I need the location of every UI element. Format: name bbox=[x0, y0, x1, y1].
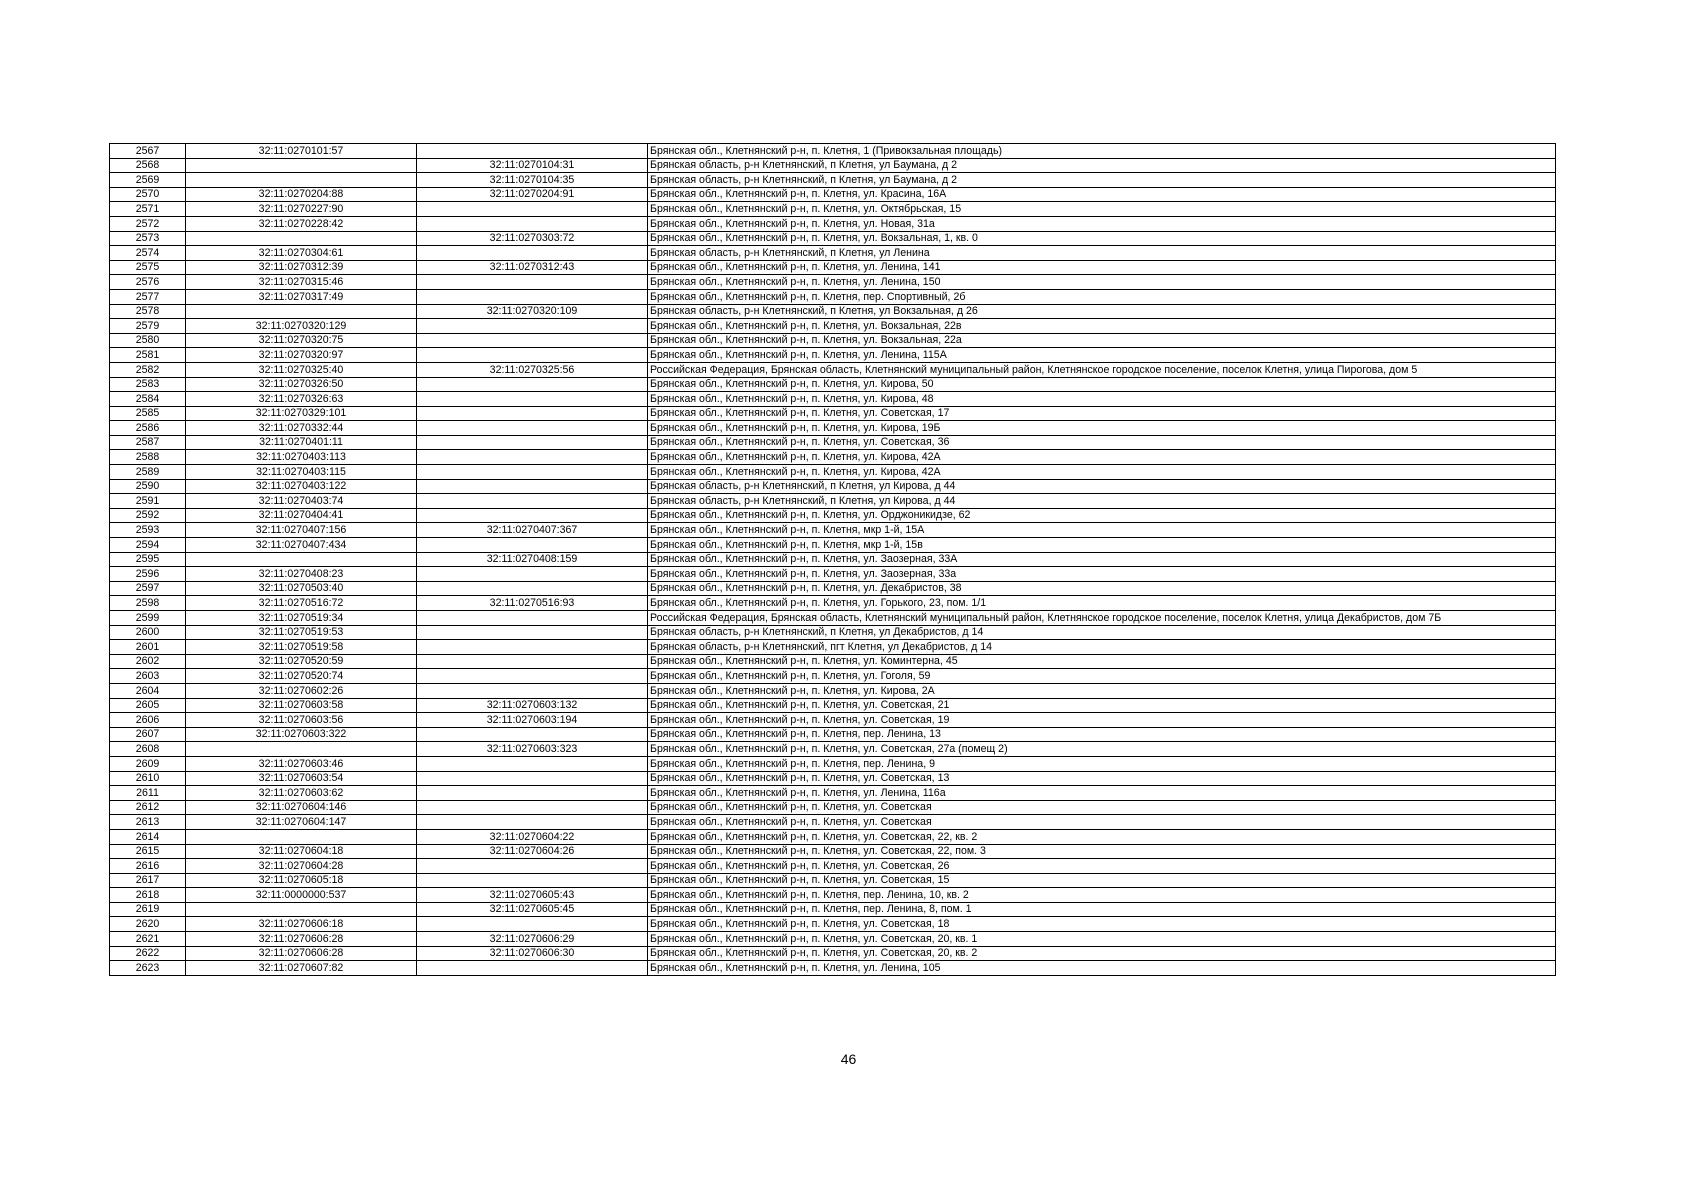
land-cadastral-number-cell: 32:11:0270603:54 bbox=[186, 771, 417, 786]
land-cadastral-number-cell: 32:11:0270320:129 bbox=[186, 319, 417, 334]
land-cadastral-number-cell: 32:11:0270315:46 bbox=[186, 275, 417, 290]
address-cell: Брянская обл., Клетнянский р-н, п. Клетня, пер. Ленина, 13 bbox=[648, 727, 1556, 742]
row-number-cell: 2580 bbox=[110, 333, 186, 348]
address-cell: Брянская обл., Клетнянский р-н, п. Клетня, ул. Орджоникидзе, 62 bbox=[648, 508, 1556, 523]
row-number-cell: 2594 bbox=[110, 538, 186, 553]
land-cadastral-number-cell: 32:11:0270602:26 bbox=[186, 683, 417, 698]
row-number-cell: 2605 bbox=[110, 698, 186, 713]
address-cell: Брянская обл., Клетнянский р-н, п. Клетня, ул. Новая, 31а bbox=[648, 216, 1556, 231]
table-row bbox=[110, 231, 1556, 246]
table-row bbox=[110, 815, 1556, 830]
row-number-cell: 2595 bbox=[110, 552, 186, 567]
row-number-cell: 2592 bbox=[110, 508, 186, 523]
object-cadastral-number-cell: 32:11:0270606:30 bbox=[417, 946, 648, 961]
land-cadastral-number-cell bbox=[186, 829, 417, 844]
address-cell: Брянская обл., Клетнянский р-н, п. Клетня, ул. Вокзальная, 22а bbox=[648, 333, 1556, 348]
address-cell: Брянская обл., Клетнянский р-н, п. Клетня, ул. Кирова, 2А bbox=[648, 683, 1556, 698]
table-row bbox=[110, 961, 1556, 976]
object-cadastral-number-cell: 32:11:0270312:43 bbox=[417, 260, 648, 275]
address-cell: Брянская область, р-н Клетнянский, п Клетня, ул Вокзальная, д 26 bbox=[648, 304, 1556, 319]
address-cell: Брянская обл., Клетнянский р-н, п. Клетня, ул. Заозерная, 33а bbox=[648, 567, 1556, 582]
land-cadastral-number-cell: 32:11:0270604:18 bbox=[186, 844, 417, 859]
address-cell: Брянская обл., Клетнянский р-н, п. Клетня, ул. Гоголя, 59 bbox=[648, 669, 1556, 684]
address-cell: Брянская обл., Клетнянский р-н, п. Клетня, ул. Советская bbox=[648, 800, 1556, 815]
row-number-cell: 2596 bbox=[110, 567, 186, 582]
object-cadastral-number-cell bbox=[417, 961, 648, 976]
row-number-cell: 2604 bbox=[110, 683, 186, 698]
table-row bbox=[110, 742, 1556, 757]
land-cadastral-number-cell: 32:11:0270227:90 bbox=[186, 202, 417, 217]
object-cadastral-number-cell: 32:11:0270320:109 bbox=[417, 304, 648, 319]
object-cadastral-number-cell: 32:11:0270104:35 bbox=[417, 173, 648, 188]
land-cadastral-number-cell: 32:11:0270516:72 bbox=[186, 596, 417, 611]
row-number-cell: 2602 bbox=[110, 654, 186, 669]
object-cadastral-number-cell bbox=[417, 216, 648, 231]
row-number-cell: 2615 bbox=[110, 844, 186, 859]
row-number-cell: 2576 bbox=[110, 275, 186, 290]
land-cadastral-number-cell bbox=[186, 304, 417, 319]
row-number-cell: 2616 bbox=[110, 859, 186, 874]
object-cadastral-number-cell: 32:11:0270516:93 bbox=[417, 596, 648, 611]
object-cadastral-number-cell bbox=[417, 800, 648, 815]
land-cadastral-number-cell: 32:11:0270603:322 bbox=[186, 727, 417, 742]
object-cadastral-number-cell bbox=[417, 202, 648, 217]
land-cadastral-number-cell: 32:11:0270204:88 bbox=[186, 187, 417, 202]
row-number-cell: 2571 bbox=[110, 202, 186, 217]
table-row bbox=[110, 640, 1556, 655]
row-number-cell: 2603 bbox=[110, 669, 186, 684]
address-cell: Брянская обл., Клетнянский р-н, п. Клетня, ул. Ленина, 105 bbox=[648, 961, 1556, 976]
address-cell: Брянская обл., Клетнянский р-н, п. Клетня, мкр 1-й, 15в bbox=[648, 538, 1556, 553]
table-row bbox=[110, 727, 1556, 742]
land-cadastral-number-cell: 32:11:0270503:40 bbox=[186, 581, 417, 596]
address-cell: Брянская область, р-н Клетнянский, пгт Клетня, ул Декабристов, д 14 bbox=[648, 640, 1556, 655]
table-row bbox=[110, 683, 1556, 698]
row-number-cell: 2622 bbox=[110, 946, 186, 961]
table-row bbox=[110, 508, 1556, 523]
address-cell: Брянская обл., Клетнянский р-н, п. Клетня, ул. Советская, 26 bbox=[648, 859, 1556, 874]
row-number-cell: 2575 bbox=[110, 260, 186, 275]
row-number-cell: 2581 bbox=[110, 348, 186, 363]
object-cadastral-number-cell: 32:11:0270408:159 bbox=[417, 552, 648, 567]
address-cell: Брянская обл., Клетнянский р-н, п. Клетня, ул. Ленина, 141 bbox=[648, 260, 1556, 275]
row-number-cell: 2567 bbox=[110, 144, 186, 159]
land-cadastral-number-cell: 32:11:0270520:74 bbox=[186, 669, 417, 684]
object-cadastral-number-cell bbox=[417, 377, 648, 392]
page-number: 46 bbox=[840, 1051, 857, 1067]
object-cadastral-number-cell bbox=[417, 450, 648, 465]
object-cadastral-number-cell bbox=[417, 756, 648, 771]
table-row bbox=[110, 304, 1556, 319]
object-cadastral-number-cell bbox=[417, 392, 648, 407]
table-row bbox=[110, 275, 1556, 290]
address-cell: Брянская обл., Клетнянский р-н, п. Клетня, пер. Ленина, 10, кв. 2 bbox=[648, 888, 1556, 903]
object-cadastral-number-cell: 32:11:0270204:91 bbox=[417, 187, 648, 202]
land-cadastral-number-cell: 32:11:0270519:58 bbox=[186, 640, 417, 655]
object-cadastral-number-cell bbox=[417, 917, 648, 932]
land-cadastral-number-cell: 32:11:0270228:42 bbox=[186, 216, 417, 231]
address-cell: Брянская обл., Клетнянский р-н, п. Клетня, пер. Спортивный, 2б bbox=[648, 289, 1556, 304]
address-cell: Брянская обл., Клетнянский р-н, п. Клетня, ул. Советская, 20, кв. 1 bbox=[648, 932, 1556, 947]
land-cadastral-number-cell: 32:11:0270603:56 bbox=[186, 713, 417, 728]
address-cell: Российская Федерация, Брянская область, Клетнянский муниципальный район, Клетнянское городское поселение, поселок Клетня, улица Пирогова, дом 5 bbox=[648, 362, 1556, 377]
land-cadastral-number-cell bbox=[186, 742, 417, 757]
land-cadastral-number-cell: 32:11:0270607:82 bbox=[186, 961, 417, 976]
object-cadastral-number-cell bbox=[417, 465, 648, 480]
object-cadastral-number-cell: 32:11:0270604:22 bbox=[417, 829, 648, 844]
object-cadastral-number-cell bbox=[417, 538, 648, 553]
address-cell: Брянская обл., Клетнянский р-н, п. Клетня, ул. Заозерная, 33А bbox=[648, 552, 1556, 567]
land-cadastral-number-cell: 32:11:0270403:74 bbox=[186, 494, 417, 509]
object-cadastral-number-cell: 32:11:0270603:323 bbox=[417, 742, 648, 757]
land-cadastral-number-cell bbox=[186, 173, 417, 188]
land-cadastral-number-cell: 32:11:0270325:40 bbox=[186, 362, 417, 377]
row-number-cell: 2601 bbox=[110, 640, 186, 655]
land-cadastral-number-cell: 32:11:0000000:537 bbox=[186, 888, 417, 903]
address-cell: Брянская обл., Клетнянский р-н, п. Клетня, ул. Советская, 21 bbox=[648, 698, 1556, 713]
table-row bbox=[110, 187, 1556, 202]
row-number-cell: 2589 bbox=[110, 465, 186, 480]
table-row bbox=[110, 289, 1556, 304]
object-cadastral-number-cell bbox=[417, 435, 648, 450]
row-number-cell: 2574 bbox=[110, 246, 186, 261]
address-cell: Брянская обл., Клетнянский р-н, п. Клетня, 1 (Привокзальная площадь) bbox=[648, 144, 1556, 159]
address-cell: Брянская обл., Клетнянский р-н, п. Клетня, ул. Советская, 22, кв. 2 bbox=[648, 829, 1556, 844]
address-cell: Брянская обл., Клетнянский р-н, п. Клетня, пер. Ленина, 9 bbox=[648, 756, 1556, 771]
row-number-cell: 2610 bbox=[110, 771, 186, 786]
row-number-cell: 2579 bbox=[110, 319, 186, 334]
land-cadastral-number-cell: 32:11:0270320:97 bbox=[186, 348, 417, 363]
land-cadastral-number-cell bbox=[186, 231, 417, 246]
table-row bbox=[110, 260, 1556, 275]
row-number-cell: 2599 bbox=[110, 611, 186, 626]
object-cadastral-number-cell bbox=[417, 786, 648, 801]
row-number-cell: 2619 bbox=[110, 902, 186, 917]
land-cadastral-number-cell: 32:11:0270401:11 bbox=[186, 435, 417, 450]
object-cadastral-number-cell bbox=[417, 246, 648, 261]
address-cell: Брянская область, р-н Клетнянский, п Клетня, ул Кирова, д 44 bbox=[648, 479, 1556, 494]
row-number-cell: 2606 bbox=[110, 713, 186, 728]
land-cadastral-number-cell: 32:11:0270407:156 bbox=[186, 523, 417, 538]
table-row bbox=[110, 173, 1556, 188]
land-cadastral-number-cell bbox=[186, 158, 417, 173]
row-number-cell: 2608 bbox=[110, 742, 186, 757]
row-number-cell: 2573 bbox=[110, 231, 186, 246]
table-row bbox=[110, 713, 1556, 728]
row-number-cell: 2578 bbox=[110, 304, 186, 319]
land-cadastral-number-cell: 32:11:0270603:46 bbox=[186, 756, 417, 771]
table-row bbox=[110, 888, 1556, 903]
table-row bbox=[110, 625, 1556, 640]
table-row bbox=[110, 873, 1556, 888]
address-cell: Брянская обл., Клетнянский р-н, п. Клетня, ул. Ленина, 115А bbox=[648, 348, 1556, 363]
row-number-cell: 2621 bbox=[110, 932, 186, 947]
table-row bbox=[110, 144, 1556, 159]
object-cadastral-number-cell bbox=[417, 581, 648, 596]
object-cadastral-number-cell bbox=[417, 319, 648, 334]
object-cadastral-number-cell bbox=[417, 815, 648, 830]
address-cell: Брянская обл., Клетнянский р-н, п. Клетня, ул. Советская, 13 bbox=[648, 771, 1556, 786]
object-cadastral-number-cell bbox=[417, 144, 648, 159]
object-cadastral-number-cell: 32:11:0270605:45 bbox=[417, 902, 648, 917]
table-row bbox=[110, 581, 1556, 596]
object-cadastral-number-cell: 32:11:0270606:29 bbox=[417, 932, 648, 947]
land-cadastral-number-cell: 32:11:0270312:39 bbox=[186, 260, 417, 275]
table-row bbox=[110, 523, 1556, 538]
row-number-cell: 2600 bbox=[110, 625, 186, 640]
table-row bbox=[110, 406, 1556, 421]
address-cell: Брянская обл., Клетнянский р-н, п. Клетня, ул. Советская, 15 bbox=[648, 873, 1556, 888]
address-cell: Брянская обл., Клетнянский р-н, п. Клетня, ул. Кирова, 19Б bbox=[648, 421, 1556, 436]
row-number-cell: 2612 bbox=[110, 800, 186, 815]
address-cell: Брянская область, р-н Клетнянский, п Клетня, ул Ленина bbox=[648, 246, 1556, 261]
land-cadastral-number-cell: 32:11:0270606:28 bbox=[186, 932, 417, 947]
row-number-cell: 2588 bbox=[110, 450, 186, 465]
object-cadastral-number-cell bbox=[417, 275, 648, 290]
land-cadastral-number-cell: 32:11:0270519:53 bbox=[186, 625, 417, 640]
table-row bbox=[110, 786, 1556, 801]
land-cadastral-number-cell: 32:11:0270407:434 bbox=[186, 538, 417, 553]
table-row bbox=[110, 319, 1556, 334]
object-cadastral-number-cell bbox=[417, 421, 648, 436]
land-cadastral-number-cell: 32:11:0270519:34 bbox=[186, 611, 417, 626]
table-row bbox=[110, 567, 1556, 582]
land-cadastral-number-cell: 32:11:0270604:28 bbox=[186, 859, 417, 874]
address-cell: Брянская обл., Клетнянский р-н, п. Клетня, ул. Ленина, 150 bbox=[648, 275, 1556, 290]
object-cadastral-number-cell bbox=[417, 494, 648, 509]
land-cadastral-number-cell: 32:11:0270403:115 bbox=[186, 465, 417, 480]
address-cell: Брянская обл., Клетнянский р-н, п. Клетня, ул. Ленина, 116а bbox=[648, 786, 1556, 801]
row-number-cell: 2585 bbox=[110, 406, 186, 421]
land-cadastral-number-cell: 32:11:0270101:57 bbox=[186, 144, 417, 159]
object-cadastral-number-cell bbox=[417, 640, 648, 655]
land-cadastral-number-cell: 32:11:0270403:113 bbox=[186, 450, 417, 465]
land-cadastral-number-cell: 32:11:0270326:50 bbox=[186, 377, 417, 392]
table-row bbox=[110, 348, 1556, 363]
table-row bbox=[110, 859, 1556, 874]
table-row bbox=[110, 333, 1556, 348]
table-row bbox=[110, 216, 1556, 231]
land-cadastral-number-cell: 32:11:0270604:147 bbox=[186, 815, 417, 830]
table-row bbox=[110, 611, 1556, 626]
object-cadastral-number-cell bbox=[417, 625, 648, 640]
row-number-cell: 2570 bbox=[110, 187, 186, 202]
row-number-cell: 2591 bbox=[110, 494, 186, 509]
row-number-cell: 2609 bbox=[110, 756, 186, 771]
address-cell: Брянская область, р-н Клетнянский, п Клетня, ул Декабристов, д 14 bbox=[648, 625, 1556, 640]
land-cadastral-number-cell: 32:11:0270317:49 bbox=[186, 289, 417, 304]
table-row bbox=[110, 932, 1556, 947]
table-row bbox=[110, 654, 1556, 669]
table-row bbox=[110, 246, 1556, 261]
land-cadastral-number-cell: 32:11:0270520:59 bbox=[186, 654, 417, 669]
address-cell: Брянская область, р-н Клетнянский, п Клетня, ул Кирова, д 44 bbox=[648, 494, 1556, 509]
object-cadastral-number-cell bbox=[417, 859, 648, 874]
land-cadastral-number-cell bbox=[186, 902, 417, 917]
row-number-cell: 2614 bbox=[110, 829, 186, 844]
address-cell: Брянская область, р-н Клетнянский, п Клетня, ул Баумана, д 2 bbox=[648, 158, 1556, 173]
object-cadastral-number-cell bbox=[417, 348, 648, 363]
address-cell: Брянская обл., Клетнянский р-н, п. Клетня, ул. Советская, 19 bbox=[648, 713, 1556, 728]
land-cadastral-number-cell: 32:11:0270408:23 bbox=[186, 567, 417, 582]
table-row bbox=[110, 494, 1556, 509]
object-cadastral-number-cell bbox=[417, 683, 648, 698]
object-cadastral-number-cell: 32:11:0270604:26 bbox=[417, 844, 648, 859]
address-cell: Брянская обл., Клетнянский р-н, п. Клетня, мкр 1-й, 15А bbox=[648, 523, 1556, 538]
object-cadastral-number-cell bbox=[417, 654, 648, 669]
address-cell: Брянская обл., Клетнянский р-н, п. Клетня, ул. Советская, 27а (помещ 2) bbox=[648, 742, 1556, 757]
land-cadastral-number-cell: 32:11:0270332:44 bbox=[186, 421, 417, 436]
object-cadastral-number-cell bbox=[417, 508, 648, 523]
address-cell: Брянская обл., Клетнянский р-н, п. Клетня, ул. Вокзальная, 1, кв. 0 bbox=[648, 231, 1556, 246]
address-cell: Брянская обл., Клетнянский р-н, п. Клетня, ул. Советская, 36 bbox=[648, 435, 1556, 450]
row-number-cell: 2623 bbox=[110, 961, 186, 976]
row-number-cell: 2572 bbox=[110, 216, 186, 231]
land-cadastral-number-cell: 32:11:0270403:122 bbox=[186, 479, 417, 494]
object-cadastral-number-cell: 32:11:0270303:72 bbox=[417, 231, 648, 246]
land-cadastral-number-cell: 32:11:0270304:61 bbox=[186, 246, 417, 261]
table-row bbox=[110, 479, 1556, 494]
row-number-cell: 2598 bbox=[110, 596, 186, 611]
land-cadastral-number-cell: 32:11:0270604:146 bbox=[186, 800, 417, 815]
row-number-cell: 2607 bbox=[110, 727, 186, 742]
row-number-cell: 2586 bbox=[110, 421, 186, 436]
address-cell: Брянская обл., Клетнянский р-н, п. Клетня, пер. Ленина, 8, пом. 1 bbox=[648, 902, 1556, 917]
table-row bbox=[110, 465, 1556, 480]
land-cadastral-number-cell: 32:11:0270603:62 bbox=[186, 786, 417, 801]
table-row bbox=[110, 377, 1556, 392]
table-row bbox=[110, 844, 1556, 859]
table-row bbox=[110, 800, 1556, 815]
table-row bbox=[110, 902, 1556, 917]
address-cell: Брянская область, р-н Клетнянский, п Клетня, ул Баумана, д 2 bbox=[648, 173, 1556, 188]
table-row bbox=[110, 917, 1556, 932]
object-cadastral-number-cell bbox=[417, 567, 648, 582]
address-cell: Брянская обл., Клетнянский р-н, п. Клетня, ул. Советская, 22, пом. 3 bbox=[648, 844, 1556, 859]
table-row bbox=[110, 596, 1556, 611]
object-cadastral-number-cell bbox=[417, 333, 648, 348]
object-cadastral-number-cell bbox=[417, 727, 648, 742]
table-row bbox=[110, 552, 1556, 567]
land-cadastral-number-cell: 32:11:0270404:41 bbox=[186, 508, 417, 523]
table-row bbox=[110, 771, 1556, 786]
object-cadastral-number-cell bbox=[417, 289, 648, 304]
address-cell: Брянская обл., Клетнянский р-н, п. Клетня, ул. Вокзальная, 22в bbox=[648, 319, 1556, 334]
row-number-cell: 2568 bbox=[110, 158, 186, 173]
row-number-cell: 2611 bbox=[110, 786, 186, 801]
object-cadastral-number-cell: 32:11:0270603:194 bbox=[417, 713, 648, 728]
table-row bbox=[110, 669, 1556, 684]
address-cell: Брянская обл., Клетнянский р-н, п. Клетня, ул. Советская, 17 bbox=[648, 406, 1556, 421]
address-cell: Российская Федерация, Брянская область, Клетнянский муниципальный район, Клетнянское городское поселение, поселок Клетня, улица Декабристов, дом 7Б bbox=[648, 611, 1556, 626]
table-row bbox=[110, 362, 1556, 377]
row-number-cell: 2590 bbox=[110, 479, 186, 494]
address-cell: Брянская обл., Клетнянский р-н, п. Клетня, ул. Кирова, 42А bbox=[648, 465, 1556, 480]
row-number-cell: 2617 bbox=[110, 873, 186, 888]
object-cadastral-number-cell bbox=[417, 669, 648, 684]
row-number-cell: 2597 bbox=[110, 581, 186, 596]
object-cadastral-number-cell: 32:11:0270325:56 bbox=[417, 362, 648, 377]
address-cell: Брянская обл., Клетнянский р-н, п. Клетня, ул. Октябрьская, 15 bbox=[648, 202, 1556, 217]
address-cell: Брянская обл., Клетнянский р-н, п. Клетня, ул. Декабристов, 38 bbox=[648, 581, 1556, 596]
land-cadastral-number-cell: 32:11:0270606:28 bbox=[186, 946, 417, 961]
object-cadastral-number-cell: 32:11:0270407:367 bbox=[417, 523, 648, 538]
row-number-cell: 2593 bbox=[110, 523, 186, 538]
object-cadastral-number-cell bbox=[417, 873, 648, 888]
object-cadastral-number-cell bbox=[417, 479, 648, 494]
land-cadastral-number-cell: 32:11:0270603:58 bbox=[186, 698, 417, 713]
table-row bbox=[110, 829, 1556, 844]
row-number-cell: 2569 bbox=[110, 173, 186, 188]
address-cell: Брянская обл., Клетнянский р-н, п. Клетня, ул. Советская bbox=[648, 815, 1556, 830]
table-row bbox=[110, 421, 1556, 436]
row-number-cell: 2577 bbox=[110, 289, 186, 304]
object-cadastral-number-cell: 32:11:0270104:31 bbox=[417, 158, 648, 173]
object-cadastral-number-cell: 32:11:0270603:132 bbox=[417, 698, 648, 713]
table-row bbox=[110, 946, 1556, 961]
table-row bbox=[110, 450, 1556, 465]
table-row bbox=[110, 538, 1556, 553]
table-row bbox=[110, 756, 1556, 771]
land-cadastral-number-cell bbox=[186, 552, 417, 567]
address-cell: Брянская обл., Клетнянский р-н, п. Клетня, ул. Коминтерна, 45 bbox=[648, 654, 1556, 669]
address-cell: Брянская обл., Клетнянский р-н, п. Клетня, ул. Горького, 23, пом. 1/1 bbox=[648, 596, 1556, 611]
address-cell: Брянская обл., Клетнянский р-н, п. Клетня, ул. Красина, 16А bbox=[648, 187, 1556, 202]
land-cadastral-number-cell: 32:11:0270320:75 bbox=[186, 333, 417, 348]
address-cell: Брянская обл., Клетнянский р-н, п. Клетня, ул. Кирова, 42А bbox=[648, 450, 1556, 465]
table-row bbox=[110, 158, 1556, 173]
row-number-cell: 2618 bbox=[110, 888, 186, 903]
row-number-cell: 2584 bbox=[110, 392, 186, 407]
object-cadastral-number-cell bbox=[417, 771, 648, 786]
address-cell: Брянская обл., Клетнянский р-н, п. Клетня, ул. Советская, 18 bbox=[648, 917, 1556, 932]
land-cadastral-number-cell: 32:11:0270326:63 bbox=[186, 392, 417, 407]
table-row bbox=[110, 392, 1556, 407]
table-row bbox=[110, 202, 1556, 217]
address-cell: Брянская обл., Клетнянский р-н, п. Клетня, ул. Кирова, 50 bbox=[648, 377, 1556, 392]
row-number-cell: 2613 bbox=[110, 815, 186, 830]
table-row bbox=[110, 435, 1556, 450]
address-cell: Брянская обл., Клетнянский р-н, п. Клетня, ул. Советская, 20, кв. 2 bbox=[648, 946, 1556, 961]
table-row bbox=[110, 698, 1556, 713]
registry-table bbox=[109, 143, 1556, 976]
row-number-cell: 2587 bbox=[110, 435, 186, 450]
land-cadastral-number-cell: 32:11:0270605:18 bbox=[186, 873, 417, 888]
row-number-cell: 2583 bbox=[110, 377, 186, 392]
row-number-cell: 2620 bbox=[110, 917, 186, 932]
land-cadastral-number-cell: 32:11:0270329:101 bbox=[186, 406, 417, 421]
table-body bbox=[110, 144, 1556, 976]
object-cadastral-number-cell: 32:11:0270605:43 bbox=[417, 888, 648, 903]
land-cadastral-number-cell: 32:11:0270606:18 bbox=[186, 917, 417, 932]
object-cadastral-number-cell bbox=[417, 406, 648, 421]
row-number-cell: 2582 bbox=[110, 362, 186, 377]
address-cell: Брянская обл., Клетнянский р-н, п. Клетня, ул. Кирова, 48 bbox=[648, 392, 1556, 407]
object-cadastral-number-cell bbox=[417, 611, 648, 626]
